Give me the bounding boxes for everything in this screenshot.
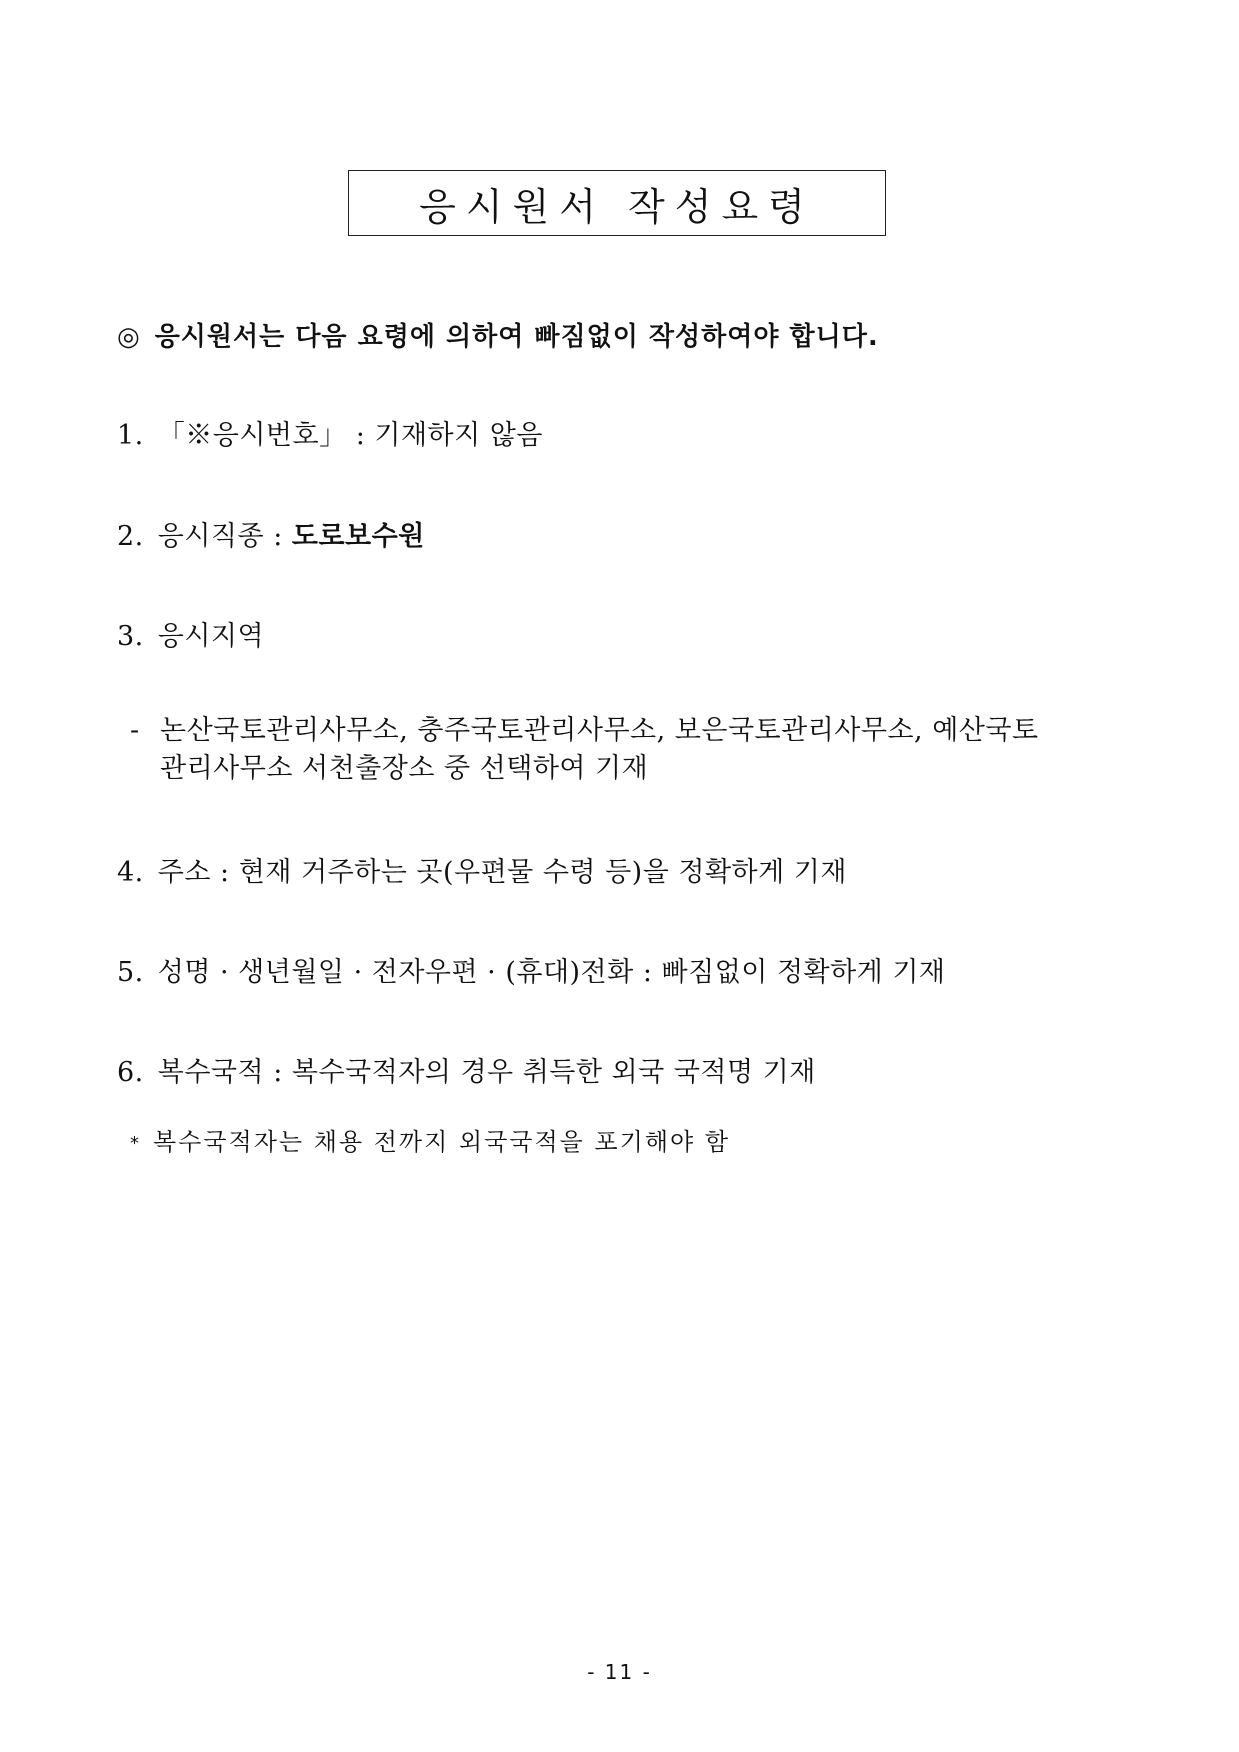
- item-number: 4.: [117, 857, 144, 888]
- item-separator: :: [273, 521, 283, 552]
- intro-line: [117, 316, 879, 353]
- item-value: 도로보수원: [291, 521, 425, 552]
- item-label: 「※응시번호」: [157, 420, 347, 451]
- region-detail: [130, 712, 1130, 792]
- item-number: 1.: [117, 420, 144, 451]
- intro-text: 응시원서는 다음 요령에 의하여 빠짐없이 작성하여야 합니다.: [154, 322, 879, 352]
- list-item-6: [117, 1050, 816, 1089]
- item-value: 빠짐없이 정확하게 기재: [661, 957, 946, 988]
- double-circle-icon: ◎: [117, 322, 141, 352]
- region-detail-line-1: 논산국토관리사무소, 충주국토관리사무소, 보은국토관리사무소, 예산국토: [160, 715, 1039, 746]
- item-value: 기재하지 않음: [374, 420, 543, 451]
- footnote: [130, 1122, 730, 1157]
- item-label: 복수국적: [157, 1057, 265, 1088]
- item-label: 응시직종: [157, 521, 265, 552]
- page-title: 응시원서 작성요령: [419, 184, 815, 229]
- item-value: 현재 거주하는 곳(우편물 수령 등)을 정확하게 기재: [238, 857, 847, 888]
- item-number: 3.: [117, 621, 144, 652]
- item-separator: :: [220, 857, 230, 888]
- item-separator: :: [273, 1057, 283, 1088]
- list-item-5: [117, 950, 946, 989]
- title-box: [348, 170, 886, 236]
- item-value: 복수국적자의 경우 취득한 외국 국적명 기재: [291, 1057, 816, 1088]
- page-number: - 11 -: [587, 1660, 652, 1684]
- item-label: 주소: [157, 857, 211, 888]
- list-item-3: [117, 614, 264, 653]
- item-label: 성명 · 생년월일 · 전자우편 · (휴대)전화: [157, 957, 634, 988]
- item-number: 5.: [117, 957, 144, 988]
- item-separator: :: [355, 420, 366, 451]
- region-detail-line-2: 관리사무소 서천출장소 중 선택하여 기재: [160, 753, 649, 784]
- asterisk-icon: *: [130, 1132, 141, 1154]
- item-separator: :: [642, 957, 653, 988]
- list-item-2: [117, 514, 425, 553]
- list-item-1: [117, 413, 543, 452]
- list-item-4: [117, 850, 847, 889]
- dash-marker: -: [130, 715, 140, 746]
- item-number: 6.: [117, 1057, 144, 1088]
- item-number: 2.: [117, 521, 144, 552]
- item-label: 응시지역: [157, 621, 265, 652]
- footnote-text: 복수국적자는 채용 전까지 외국국적을 포기해야 함: [153, 1128, 731, 1156]
